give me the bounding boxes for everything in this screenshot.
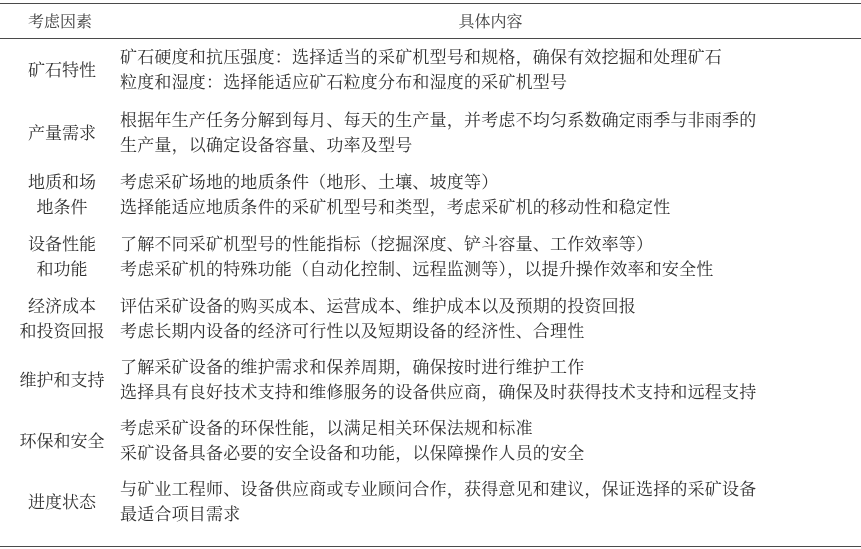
header-content: 具体内容 bbox=[458, 12, 523, 31]
row-content: 了解不同采矿机型号的性能指标（挖掘深度、铲斗容量、工作效率等） 考虑采矿机的特殊功能（自动化控制、远程监测等），以提升操作效率和安全性 bbox=[120, 234, 714, 280]
table-row bbox=[0, 412, 861, 472]
row-content: 与矿业工程师、设备供应商或专业顾问合作，获得意见和建议，保证选择的采矿设备 最适合项目需求 bbox=[120, 479, 757, 525]
table-row bbox=[0, 290, 861, 350]
table-row bbox=[0, 472, 861, 534]
row-content: 根据年生产任务分解到每月、每天的生产量，并考虑不均匀系数确定雨季与非雨季的 生产量，以确定设备容量、功率及型号 bbox=[120, 110, 757, 156]
header-factor: 考虑因素 bbox=[27, 12, 92, 31]
row-content: 了解采矿设备的维护需求和保养周期，确保按时进行维护工作 选择具有良好技术支持和维修服务的设备供应商，确保及时获得技术支持和远程支持 bbox=[120, 357, 757, 403]
row-factor: 环保和安全 bbox=[19, 431, 105, 452]
table-header-rule bbox=[0, 38, 861, 39]
table-body bbox=[0, 40, 861, 534]
row-content: 考虑采矿场地的地质条件（地形、土壤、坡度等） 选择能适应地质条件的采矿机型号和类型，考虑采矿机的移动性和稳定性 bbox=[120, 172, 671, 218]
table-row bbox=[0, 40, 861, 102]
row-factor: 维护和支持 bbox=[19, 370, 105, 391]
row-factor: 矿石特性 bbox=[28, 60, 96, 81]
table-row bbox=[0, 166, 861, 226]
row-content: 考虑采矿设备的环保性能，以满足相关环保法规和标准 采矿设备具备必要的安全设备和功能，以保障操作人员的安全 bbox=[120, 418, 585, 464]
row-factor: 地质和场 地条件 bbox=[28, 173, 96, 218]
row-content: 矿石硬度和抗压强度：选择适当的采矿机型号和规格，确保有效挖掘和处理矿石 粒度和湿度：选择能适应矿石粒度分布和湿度的采矿机型号 bbox=[120, 47, 722, 93]
row-factor: 进度状态 bbox=[28, 492, 96, 513]
row-content: 评估采矿设备的购买成本、运营成本、维护成本以及预期的投资回报 考虑长期内设备的经济可行性以及短期设备的经济性、合理性 bbox=[120, 296, 636, 342]
table-header bbox=[0, 3, 861, 38]
table-row bbox=[0, 102, 861, 166]
table-row bbox=[0, 226, 861, 290]
row-factor: 产量需求 bbox=[28, 123, 96, 144]
table-bottom-rule bbox=[0, 546, 861, 547]
row-factor: 经济成本 和投资回报 bbox=[19, 297, 105, 342]
row-factor: 设备性能 和功能 bbox=[28, 235, 96, 280]
table-row bbox=[0, 350, 861, 412]
